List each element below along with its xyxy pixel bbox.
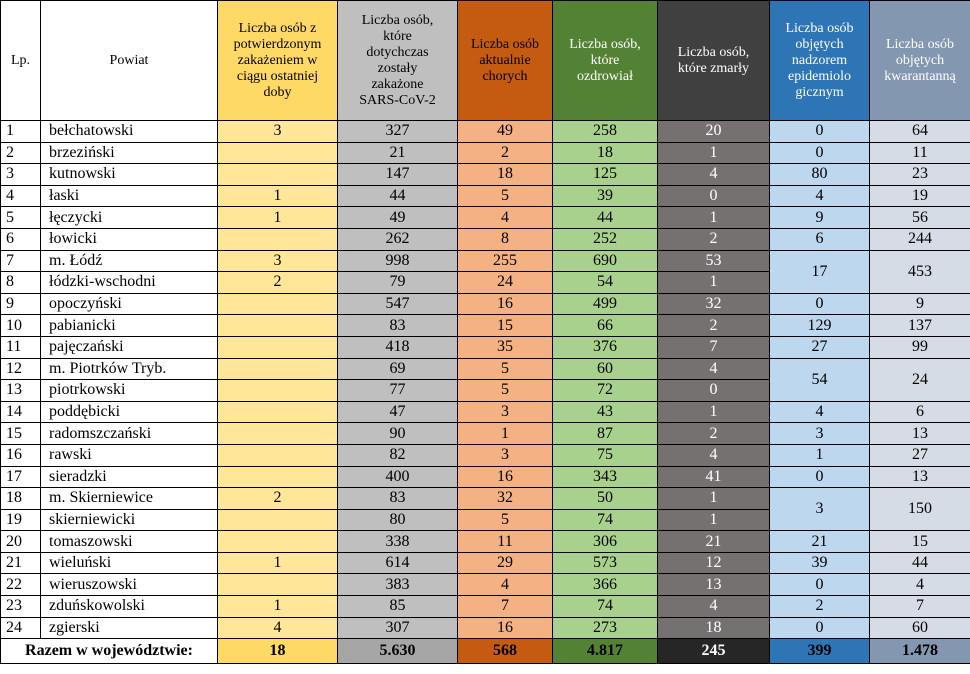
- table-body: [1, 121, 970, 639]
- row-recovered: 376: [553, 336, 658, 358]
- total-infected: 5.630: [338, 639, 458, 664]
- header-supervision-text: Liczba osób objętych nadzorem epidemiolo gicznym: [785, 20, 854, 100]
- row-lp: 24: [1, 617, 41, 639]
- row-powiat: skierniewicki: [41, 509, 218, 531]
- row-active: 4: [458, 207, 553, 229]
- row-powiat: pajęczański: [41, 336, 218, 358]
- row-supervision: 0: [770, 142, 870, 164]
- row-total-infected: 85: [338, 596, 458, 618]
- table-row: [1, 466, 970, 488]
- row-powiat: zduńskowolski: [41, 596, 218, 618]
- row-total-infected: 90: [338, 423, 458, 445]
- row-quarantine: 7: [870, 596, 970, 618]
- row-quarantine: 99: [870, 336, 970, 358]
- row-deaths: 1: [658, 272, 770, 294]
- row-supervision: 0: [770, 617, 870, 639]
- row-deaths: 2: [658, 228, 770, 250]
- row-deaths: 32: [658, 293, 770, 315]
- row-total-infected: 614: [338, 552, 458, 574]
- row-supervision: 0: [770, 466, 870, 488]
- row-recovered: 125: [553, 164, 658, 186]
- row-active: 11: [458, 531, 553, 553]
- row-total-infected: 69: [338, 358, 458, 380]
- row-recovered: 50: [553, 488, 658, 510]
- row-powiat: piotrkowski: [41, 380, 218, 402]
- row-quarantine: 6: [870, 401, 970, 423]
- row-confirmed-24h: [218, 380, 338, 402]
- total-quarantine: 1.478: [870, 639, 970, 664]
- row-deaths: 21: [658, 531, 770, 553]
- row-deaths: 4: [658, 596, 770, 618]
- row-quarantine: 19: [870, 185, 970, 207]
- row-quarantine: 150: [870, 488, 970, 531]
- row-recovered: 252: [553, 228, 658, 250]
- row-active: 255: [458, 250, 553, 272]
- row-active: 16: [458, 617, 553, 639]
- row-deaths: 2: [658, 423, 770, 445]
- row-recovered: 573: [553, 552, 658, 574]
- table-row: [1, 315, 970, 337]
- row-supervision: 6: [770, 228, 870, 250]
- row-lp: 12: [1, 358, 41, 380]
- row-recovered: 343: [553, 466, 658, 488]
- row-active: 2: [458, 142, 553, 164]
- row-confirmed-24h: [218, 509, 338, 531]
- row-total-infected: 82: [338, 444, 458, 466]
- row-powiat: zgierski: [41, 617, 218, 639]
- row-quarantine: 453: [870, 250, 970, 293]
- row-deaths: 7: [658, 336, 770, 358]
- row-lp: 6: [1, 228, 41, 250]
- table-row: [1, 423, 970, 445]
- row-deaths: 41: [658, 466, 770, 488]
- header-quarantine-text: Liczba osób objętych kwarantanną: [884, 36, 956, 84]
- totals-row: [1, 639, 970, 664]
- row-powiat: radomszczański: [41, 423, 218, 445]
- row-quarantine: 56: [870, 207, 970, 229]
- row-powiat: sieradzki: [41, 466, 218, 488]
- header-deaths-text: Liczba osób, które zmarły: [677, 44, 750, 76]
- row-lp: 9: [1, 293, 41, 315]
- row-confirmed-24h: [218, 531, 338, 553]
- table-row: [1, 531, 970, 553]
- row-deaths: 4: [658, 444, 770, 466]
- row-total-infected: 327: [338, 121, 458, 143]
- row-recovered: 66: [553, 315, 658, 337]
- row-confirmed-24h: [218, 423, 338, 445]
- row-quarantine: 9: [870, 293, 970, 315]
- row-deaths: 1: [658, 401, 770, 423]
- row-deaths: 4: [658, 358, 770, 380]
- row-recovered: 72: [553, 380, 658, 402]
- total-supervision: 399: [770, 639, 870, 664]
- row-recovered: 366: [553, 574, 658, 596]
- row-total-infected: 83: [338, 315, 458, 337]
- row-lp: 11: [1, 336, 41, 358]
- row-recovered: 18: [553, 142, 658, 164]
- total-active: 568: [458, 639, 553, 664]
- row-active: 8: [458, 228, 553, 250]
- row-powiat: pabianicki: [41, 315, 218, 337]
- row-active: 16: [458, 293, 553, 315]
- row-supervision: 3: [770, 488, 870, 531]
- row-active: 7: [458, 596, 553, 618]
- row-deaths: 4: [658, 164, 770, 186]
- table-row: [1, 207, 970, 229]
- row-recovered: 54: [553, 272, 658, 294]
- row-confirmed-24h: 3: [218, 121, 338, 143]
- row-confirmed-24h: 1: [218, 207, 338, 229]
- table-row: [1, 185, 970, 207]
- row-confirmed-24h: [218, 401, 338, 423]
- row-supervision: 2: [770, 596, 870, 618]
- header-active-cases-text: Liczba osób aktualnie chorych: [470, 36, 540, 84]
- row-recovered: 60: [553, 358, 658, 380]
- table-row: [1, 336, 970, 358]
- table-row: [1, 401, 970, 423]
- row-total-infected: 307: [338, 617, 458, 639]
- row-lp: 2: [1, 142, 41, 164]
- table-row: [1, 358, 970, 380]
- row-total-infected: 547: [338, 293, 458, 315]
- row-total-infected: 49: [338, 207, 458, 229]
- row-deaths: 13: [658, 574, 770, 596]
- row-total-infected: 998: [338, 250, 458, 272]
- row-total-infected: 400: [338, 466, 458, 488]
- row-confirmed-24h: 4: [218, 617, 338, 639]
- row-supervision: 0: [770, 574, 870, 596]
- row-confirmed-24h: [218, 142, 338, 164]
- row-recovered: 306: [553, 531, 658, 553]
- row-deaths: 1: [658, 509, 770, 531]
- row-recovered: 690: [553, 250, 658, 272]
- row-active: 29: [458, 552, 553, 574]
- row-deaths: 0: [658, 185, 770, 207]
- row-confirmed-24h: [218, 358, 338, 380]
- table-row: [1, 617, 970, 639]
- row-powiat: poddębicki: [41, 401, 218, 423]
- row-confirmed-24h: 2: [218, 272, 338, 294]
- row-recovered: 74: [553, 596, 658, 618]
- row-supervision: 0: [770, 293, 870, 315]
- table-row: [1, 250, 970, 272]
- row-supervision: 9: [770, 207, 870, 229]
- row-recovered: 39: [553, 185, 658, 207]
- row-quarantine: 13: [870, 466, 970, 488]
- totals-label: Razem w województwie:: [1, 639, 218, 664]
- header-supervision: [770, 1, 870, 121]
- row-active: 5: [458, 185, 553, 207]
- row-active: 5: [458, 358, 553, 380]
- row-quarantine: 15: [870, 531, 970, 553]
- row-confirmed-24h: [218, 574, 338, 596]
- row-active: 32: [458, 488, 553, 510]
- row-supervision: 21: [770, 531, 870, 553]
- row-lp: 7: [1, 250, 41, 272]
- row-lp: 16: [1, 444, 41, 466]
- row-powiat: kutnowski: [41, 164, 218, 186]
- table-row: [1, 293, 970, 315]
- total-deaths: 245: [658, 639, 770, 664]
- row-active: 4: [458, 574, 553, 596]
- row-active: 24: [458, 272, 553, 294]
- row-confirmed-24h: [218, 444, 338, 466]
- row-active: 16: [458, 466, 553, 488]
- row-lp: 3: [1, 164, 41, 186]
- row-quarantine: 13: [870, 423, 970, 445]
- header-lp: Lp.: [1, 1, 41, 121]
- row-deaths: 1: [658, 207, 770, 229]
- row-total-infected: 418: [338, 336, 458, 358]
- row-lp: 13: [1, 380, 41, 402]
- table-row: [1, 488, 970, 510]
- row-supervision: 1: [770, 444, 870, 466]
- row-powiat: opoczyński: [41, 293, 218, 315]
- header-powiat: Powiat: [41, 1, 218, 121]
- row-supervision: 129: [770, 315, 870, 337]
- row-lp: 10: [1, 315, 41, 337]
- row-deaths: 18: [658, 617, 770, 639]
- row-powiat: łowicki: [41, 228, 218, 250]
- row-lp: 17: [1, 466, 41, 488]
- row-quarantine: 11: [870, 142, 970, 164]
- table-row: [1, 444, 970, 466]
- row-confirmed-24h: [218, 293, 338, 315]
- row-total-infected: 262: [338, 228, 458, 250]
- row-active: 5: [458, 509, 553, 531]
- row-lp: 15: [1, 423, 41, 445]
- row-supervision: 4: [770, 401, 870, 423]
- row-active: 3: [458, 401, 553, 423]
- row-deaths: 0: [658, 380, 770, 402]
- row-deaths: 1: [658, 488, 770, 510]
- header-recovered-text: Liczba osób, które ozdrowiał: [569, 36, 641, 84]
- row-supervision: 27: [770, 336, 870, 358]
- row-powiat: bełchatowski: [41, 121, 218, 143]
- header-active-cases: [458, 1, 553, 121]
- row-supervision: 17: [770, 250, 870, 293]
- row-active: 15: [458, 315, 553, 337]
- row-recovered: 273: [553, 617, 658, 639]
- row-supervision: 39: [770, 552, 870, 574]
- row-deaths: 12: [658, 552, 770, 574]
- row-powiat: łaski: [41, 185, 218, 207]
- table-row: [1, 228, 970, 250]
- row-quarantine: 64: [870, 121, 970, 143]
- row-lp: 14: [1, 401, 41, 423]
- row-confirmed-24h: [218, 336, 338, 358]
- row-confirmed-24h: 1: [218, 552, 338, 574]
- row-quarantine: 27: [870, 444, 970, 466]
- row-lp: 18: [1, 488, 41, 510]
- row-confirmed-24h: 1: [218, 185, 338, 207]
- row-recovered: 74: [553, 509, 658, 531]
- header-quarantine: [870, 1, 970, 121]
- row-confirmed-24h: 2: [218, 488, 338, 510]
- row-powiat: m. Piotrków Tryb.: [41, 358, 218, 380]
- row-total-infected: 21: [338, 142, 458, 164]
- header-total-infected-text: Liczba osób, które dotychczas zostały zakażone SARS-CoV-2: [359, 12, 436, 108]
- row-quarantine: 24: [870, 358, 970, 401]
- header-row: [1, 1, 970, 121]
- row-total-infected: 79: [338, 272, 458, 294]
- row-powiat: rawski: [41, 444, 218, 466]
- row-recovered: 75: [553, 444, 658, 466]
- table-row: [1, 552, 970, 574]
- row-confirmed-24h: [218, 228, 338, 250]
- row-powiat: m. Skierniewice: [41, 488, 218, 510]
- row-recovered: 499: [553, 293, 658, 315]
- row-supervision: 80: [770, 164, 870, 186]
- row-total-infected: 147: [338, 164, 458, 186]
- row-powiat: łódzki-wschodni: [41, 272, 218, 294]
- table-row: [1, 121, 970, 143]
- row-supervision: 0: [770, 121, 870, 143]
- row-active: 35: [458, 336, 553, 358]
- row-confirmed-24h: 1: [218, 596, 338, 618]
- row-deaths: 53: [658, 250, 770, 272]
- row-total-infected: 44: [338, 185, 458, 207]
- row-recovered: 44: [553, 207, 658, 229]
- row-confirmed-24h: [218, 164, 338, 186]
- row-supervision: 3: [770, 423, 870, 445]
- row-total-infected: 47: [338, 401, 458, 423]
- row-quarantine: 4: [870, 574, 970, 596]
- row-quarantine: 44: [870, 552, 970, 574]
- header-recovered: [553, 1, 658, 121]
- row-recovered: 87: [553, 423, 658, 445]
- row-lp: 20: [1, 531, 41, 553]
- row-supervision: 54: [770, 358, 870, 401]
- header-confirmed-24h: [218, 1, 338, 121]
- row-total-infected: 83: [338, 488, 458, 510]
- table-row: [1, 164, 970, 186]
- row-quarantine: 244: [870, 228, 970, 250]
- row-confirmed-24h: 3: [218, 250, 338, 272]
- table-row: [1, 142, 970, 164]
- row-active: 49: [458, 121, 553, 143]
- row-lp: 8: [1, 272, 41, 294]
- header-deaths: [658, 1, 770, 121]
- row-total-infected: 77: [338, 380, 458, 402]
- total-confirmed-24h: 18: [218, 639, 338, 664]
- row-deaths: 1: [658, 142, 770, 164]
- row-total-infected: 80: [338, 509, 458, 531]
- row-lp: 22: [1, 574, 41, 596]
- row-lp: 4: [1, 185, 41, 207]
- header-total-infected: [338, 1, 458, 121]
- row-active: 3: [458, 444, 553, 466]
- total-recovered: 4.817: [553, 639, 658, 664]
- row-powiat: łęczycki: [41, 207, 218, 229]
- row-deaths: 20: [658, 121, 770, 143]
- row-quarantine: 60: [870, 617, 970, 639]
- row-active: 18: [458, 164, 553, 186]
- row-recovered: 258: [553, 121, 658, 143]
- row-confirmed-24h: [218, 315, 338, 337]
- header-confirmed-24h-text: Liczba osób z potwierdzonym zakażeniem w ciągu ostatniej doby: [233, 20, 322, 100]
- row-active: 5: [458, 380, 553, 402]
- row-powiat: wieluński: [41, 552, 218, 574]
- row-quarantine: 23: [870, 164, 970, 186]
- row-powiat: tomaszowski: [41, 531, 218, 553]
- row-lp: 21: [1, 552, 41, 574]
- row-recovered: 43: [553, 401, 658, 423]
- row-lp: 23: [1, 596, 41, 618]
- row-powiat: m. Łódź: [41, 250, 218, 272]
- row-lp: 1: [1, 121, 41, 143]
- table-row: [1, 596, 970, 618]
- row-deaths: 2: [658, 315, 770, 337]
- row-active: 1: [458, 423, 553, 445]
- row-powiat: wieruszowski: [41, 574, 218, 596]
- table-row: [1, 574, 970, 596]
- row-lp: 19: [1, 509, 41, 531]
- row-quarantine: 137: [870, 315, 970, 337]
- row-total-infected: 338: [338, 531, 458, 553]
- row-powiat: brzeziński: [41, 142, 218, 164]
- row-lp: 5: [1, 207, 41, 229]
- row-confirmed-24h: [218, 466, 338, 488]
- row-total-infected: 383: [338, 574, 458, 596]
- row-supervision: 4: [770, 185, 870, 207]
